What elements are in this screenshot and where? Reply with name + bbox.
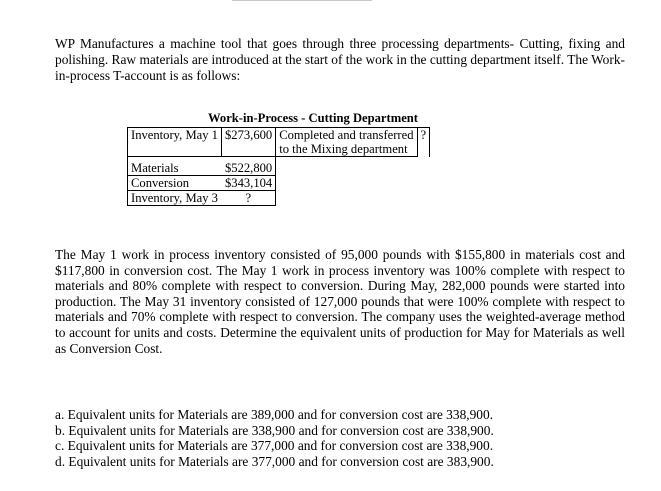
problem-paragraph: The May 1 work in process inventory consisted of 95,000 pounds with $155,800 in materials cost and $117,800 in conversion cost. The May 1 work in process inventory was 100% complete with respect to materials and 80% complete with respect to conversion. During May, 282,000 pounds were started into production. The May 31 inventory consisted of 127,000 pounds that were 100% complete with respect to materials and 70% complete with respect to conversion. The company uses the weighted-average method to account for units and costs. Determine the equivalent units of production for May for Materials as well as Conversion Cost.	[55, 247, 625, 356]
transferred-amount: ?	[417, 128, 430, 157]
top-divider	[232, 0, 372, 1]
conversion-amount: $343,104	[221, 176, 275, 191]
option-b: b. Equivalent units for Materials are 338,900 and for conversion cost are 338,900.	[55, 422, 494, 438]
table-row	[128, 161, 430, 176]
transferred-label	[276, 128, 417, 157]
ending-inventory-label: Inventory, May 3	[128, 191, 222, 206]
materials-amount: $522,800	[221, 161, 275, 176]
option-a: a. Equivalent units for Materials are 389,000 and for conversion cost are 338,900.	[55, 407, 494, 422]
beginning-inventory-amount: $273,600	[221, 128, 275, 157]
t-account-title: Work-in-Process - Cutting Department	[208, 111, 418, 125]
table-row	[128, 128, 430, 157]
ending-inventory-amount: ?	[221, 191, 275, 206]
t-account-table	[127, 127, 430, 206]
answer-options	[55, 407, 625, 469]
table-row	[128, 176, 430, 191]
transferred-line-2: to the Mixing department	[279, 142, 408, 156]
materials-label: Materials	[128, 161, 222, 176]
option-d: d. Equivalent units for Materials are 377,000 and for conversion cost are 383,900.	[55, 453, 494, 469]
table-row	[128, 191, 430, 206]
conversion-label: Conversion	[128, 176, 222, 191]
intro-paragraph: WP Manufactures a machine tool that goes through three processing departments- Cutting, fixing and polishing. Raw materials are introduced at the start of the work in the cutting department itself. The Work-in-process T-account is as follows:	[55, 36, 625, 83]
option-c: c. Equivalent units for Materials are 377,000 and for conversion cost are 338,900.	[55, 438, 494, 454]
beginning-inventory-label: Inventory, May 1	[128, 128, 222, 157]
transferred-line-1: Completed and transferred	[279, 128, 414, 142]
